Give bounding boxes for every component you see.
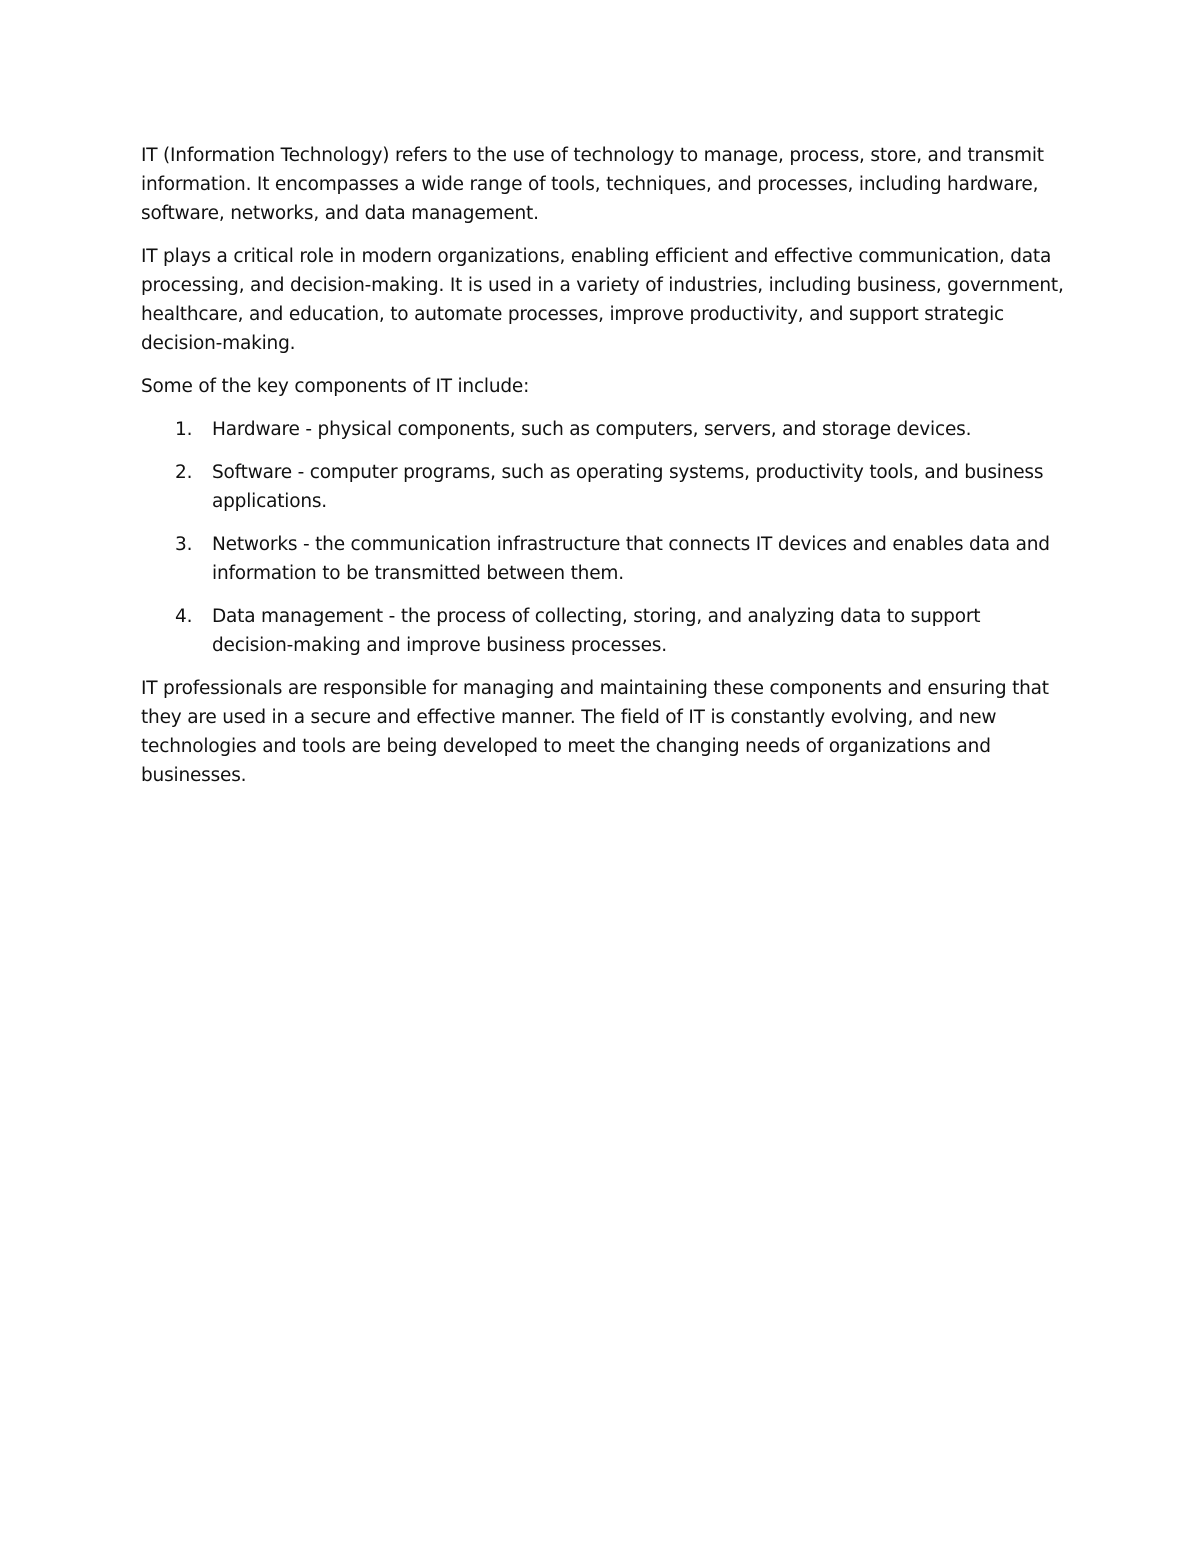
list-item-networks <box>141 530 1066 588</box>
paragraph-definition: IT (Information Technology) refers to the use of technology to manage, process, store, and transmit information. It encompasses a wide range of tools, techniques, and processes, including hardware, software, networks, and data management. <box>141 145 1044 224</box>
list-item-data-management <box>141 602 1066 660</box>
list-item-text: Hardware - physical components, such as computers, servers, and storage devices. <box>212 419 972 440</box>
list-number: 2. <box>175 462 193 483</box>
list-item-text: Data management - the process of collecting, storing, and analyzing data to support decision-making and improve business processes. <box>212 606 981 656</box>
paragraph-role: IT plays a critical role in modern organizations, enabling efficient and effective communication, data processing, and decision-making. It is used in a variety of industries, including business, government, healthcare, and education, to automate processes, improve productivity, and support strategic decision-making. <box>141 246 1064 354</box>
list-item-text: Software - computer programs, such as operating systems, productivity tools, and business applications. <box>212 462 1044 512</box>
document-body <box>141 141 1066 804</box>
list-number: 3. <box>175 534 193 555</box>
list-item-hardware <box>141 415 1066 444</box>
list-number: 4. <box>175 606 193 627</box>
list-item-software <box>141 458 1066 516</box>
paragraph-professionals: IT professionals are responsible for managing and maintaining these components and ensuring that they are used in a secure and effective manner. The field of IT is constantly evolving, and new technologies and tools are being developed to meet the changing needs of organizations and businesses. <box>141 678 1049 786</box>
paragraph-list-intro: Some of the key components of IT include: <box>141 376 530 397</box>
components-list <box>141 415 1066 660</box>
list-item-text: Networks - the communication infrastructure that connects IT devices and enables data and information to be transmitted between them. <box>212 534 1050 584</box>
list-number: 1. <box>175 419 193 440</box>
